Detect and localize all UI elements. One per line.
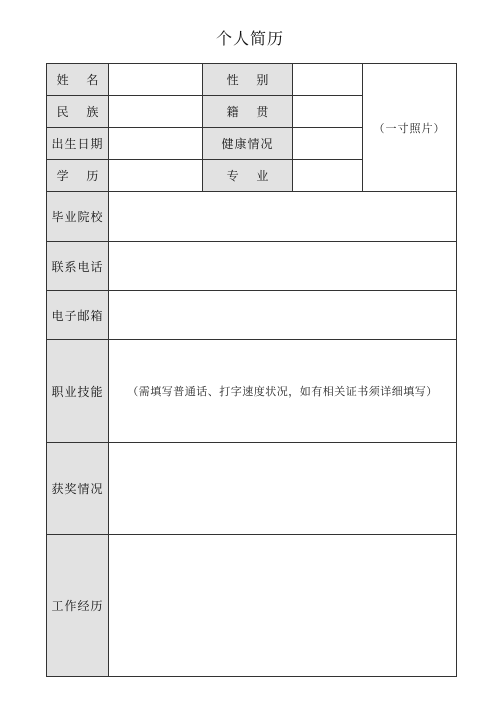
major-field[interactable] bbox=[293, 160, 363, 192]
education-label-text: 学 历 bbox=[56, 169, 106, 183]
row-email bbox=[47, 291, 457, 340]
skills-label-text: 职业技能 bbox=[51, 384, 104, 399]
skills-field[interactable] bbox=[109, 340, 457, 443]
skills-hint: （需填写普通话、打字速度状况，如有相关证书须详细填写） bbox=[127, 385, 438, 398]
phone-label-text: 联系电话 bbox=[51, 259, 104, 274]
school-label-text: 毕业院校 bbox=[51, 210, 104, 224]
row-school bbox=[47, 192, 457, 242]
name-field[interactable] bbox=[109, 64, 203, 96]
education-label bbox=[47, 160, 109, 192]
email-label-text: 电子邮箱 bbox=[51, 308, 104, 323]
phone-label bbox=[47, 242, 109, 291]
school-field[interactable] bbox=[109, 192, 457, 242]
row-phone bbox=[47, 242, 457, 291]
resume-form-table bbox=[46, 63, 457, 677]
name-label-text: 姓 名 bbox=[56, 73, 106, 87]
experience-label bbox=[47, 535, 109, 677]
document-title: 个人简历 bbox=[215, 29, 284, 48]
ethnicity-label bbox=[47, 96, 109, 128]
native-place-label-text: 籍 贯 bbox=[226, 105, 276, 119]
name-label bbox=[47, 64, 109, 96]
education-field[interactable] bbox=[109, 160, 203, 192]
email-field[interactable] bbox=[109, 291, 457, 340]
major-label-text: 专 业 bbox=[226, 169, 276, 183]
birthdate-field[interactable] bbox=[109, 128, 203, 160]
gender-field[interactable] bbox=[293, 64, 363, 96]
skills-label bbox=[47, 340, 109, 443]
birthdate-label-text: 出生日期 bbox=[51, 137, 104, 151]
row-experience bbox=[47, 535, 457, 677]
row-name-gender bbox=[47, 64, 457, 96]
ethnicity-field[interactable] bbox=[109, 96, 203, 128]
school-label bbox=[47, 192, 109, 242]
birthdate-label bbox=[47, 128, 109, 160]
health-field[interactable] bbox=[293, 128, 363, 160]
phone-field[interactable] bbox=[109, 242, 457, 291]
health-label-text: 健康情况 bbox=[221, 137, 274, 151]
email-label bbox=[47, 291, 109, 340]
gender-label-text: 性 别 bbox=[226, 73, 276, 87]
experience-label-text: 工作经历 bbox=[51, 599, 104, 613]
gender-label bbox=[203, 64, 293, 96]
ethnicity-label-text: 民 族 bbox=[56, 105, 106, 119]
experience-field[interactable] bbox=[109, 535, 457, 677]
health-label bbox=[203, 128, 293, 160]
row-awards bbox=[47, 443, 457, 535]
row-skills bbox=[47, 340, 457, 443]
native-place-label bbox=[203, 96, 293, 128]
awards-field[interactable] bbox=[109, 443, 457, 535]
photo-placeholder: （一寸照片） bbox=[373, 121, 446, 135]
native-place-field[interactable] bbox=[293, 96, 363, 128]
awards-label-text: 获奖情况 bbox=[51, 482, 104, 496]
major-label bbox=[203, 160, 293, 192]
awards-label bbox=[47, 443, 109, 535]
photo-box[interactable] bbox=[363, 64, 457, 192]
